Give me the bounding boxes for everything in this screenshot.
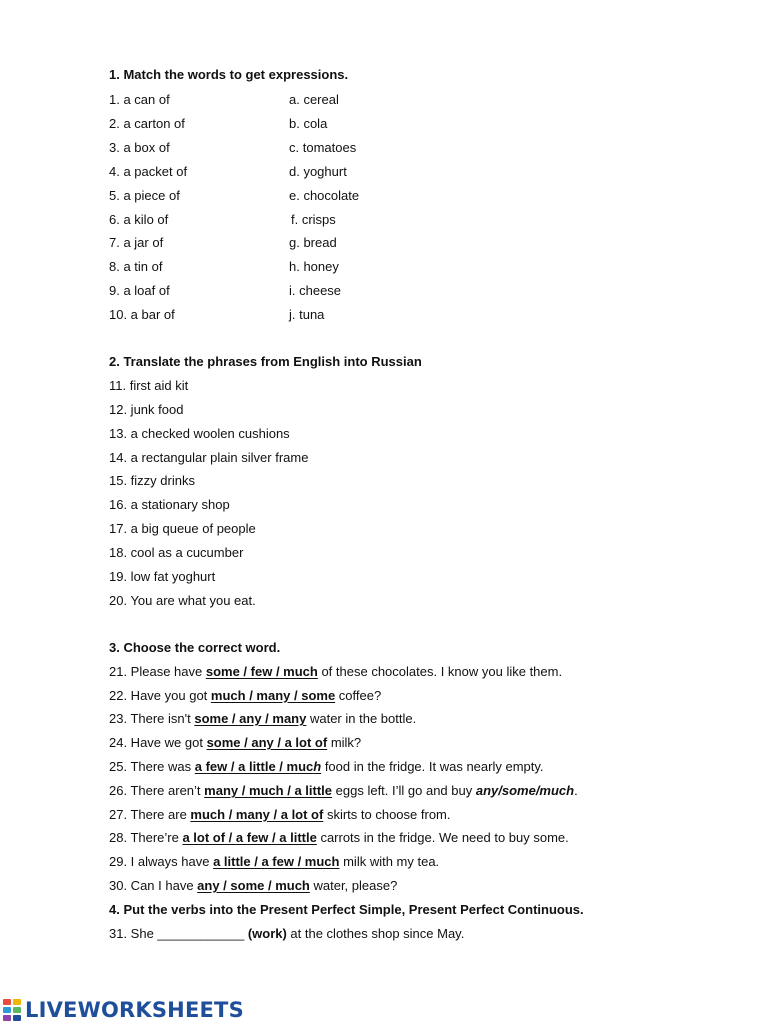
match-right-item: c. tomatoes (289, 140, 357, 155)
translate-item: 19. low fat yoghurt (109, 569, 216, 584)
match-left-item: 6. a kilo of (109, 212, 169, 227)
liveworksheets-logo-icon (2, 998, 22, 1022)
fill-gap-item (109, 926, 464, 942)
choose-item (109, 759, 544, 775)
choice-options-italic[interactable]: any/some/much (475, 783, 575, 798)
choice-options[interactable]: a lot of / a few / a little (182, 830, 317, 845)
translate-item: 20. You are what you eat. (109, 593, 256, 608)
translate-item: 16. a stationary shop (109, 497, 230, 512)
match-left-item: 9. a loaf of (109, 283, 170, 298)
match-left-item: 10. a bar of (109, 307, 175, 322)
section-4-heading: 4. Put the verbs into the Present Perfect Simple, Present Perfect Continuous. (109, 902, 584, 917)
choose-item-text: 30. Can I have (109, 878, 198, 893)
choose-item-text: milk? (327, 735, 362, 750)
translate-item: 18. cool as a cucumber (109, 545, 244, 560)
choose-item-text: carrots in the fridge. We need to buy some. (316, 830, 569, 845)
choice-options[interactable]: some / any / a lot of (206, 735, 328, 750)
match-left-item: 3. a box of (109, 140, 170, 155)
choose-item (109, 854, 439, 870)
choose-item (109, 878, 397, 894)
choose-item (109, 711, 416, 727)
match-right-item: g. bread (289, 235, 337, 250)
match-left-item: 2. a carton of (109, 116, 185, 131)
choose-item (109, 783, 578, 799)
choice-options[interactable]: much / many / some (210, 688, 336, 703)
translate-item: 15. fizzy drinks (109, 473, 195, 488)
match-left-item: 7. a jar of (109, 235, 164, 250)
choice-options-tail: h (313, 759, 322, 774)
match-right-item: j. tuna (289, 307, 325, 322)
choose-item (109, 807, 451, 823)
choose-item-text: 27. There are (109, 807, 191, 822)
choice-options[interactable]: some / any / many (194, 711, 307, 726)
choose-item-text: 23. There isn't (109, 711, 195, 726)
liveworksheets-brand-text: LIVEWORKSHEETS (25, 998, 244, 1022)
choice-options-text: a few / a little / muc (194, 759, 314, 774)
choose-item-text: 28. There’re (109, 830, 183, 845)
match-right-item: f. crisps (291, 212, 336, 227)
section-1-heading: 1. Match the words to get expressions. (109, 67, 349, 82)
choose-item-text: eggs left. I’ll go and buy (332, 783, 476, 798)
choose-item-text: food in the fridge. It was nearly empty. (321, 759, 544, 774)
translate-item: 11. first aid kit (109, 378, 189, 393)
choose-item-text: of these chocolates. I know you like them. (317, 664, 563, 679)
choose-item-text: water, please? (309, 878, 398, 893)
match-right-item: b. cola (289, 116, 328, 131)
choose-item (109, 735, 361, 751)
choose-item-text: 22. Have you got (109, 688, 211, 703)
choice-options[interactable]: much / many / a lot of (190, 807, 324, 822)
choice-options[interactable] (195, 759, 321, 774)
match-left-item: 1. a can of (109, 92, 170, 107)
match-right-item: a. cereal (289, 92, 339, 107)
translate-item: 13. a checked woolen cushions (109, 426, 290, 441)
match-right-item: i. cheese (289, 283, 342, 298)
choose-item (109, 830, 569, 846)
choose-item-text: 29. I always have (109, 854, 214, 869)
choose-item-text: 21. Please have (109, 664, 206, 679)
fill-gap-text: at the clothes shop since May. (286, 926, 465, 941)
verb-hint: (work) (247, 926, 287, 941)
translate-item: 14. a rectangular plain silver frame (109, 450, 309, 465)
choose-item (109, 664, 562, 680)
match-right-item: h. honey (289, 259, 339, 274)
choice-options[interactable]: a little / a few / much (213, 854, 340, 869)
fill-gap-blank[interactable]: 31. She ____________ (109, 926, 248, 941)
choose-item-text: . (574, 783, 578, 798)
match-left-item: 5. a piece of (109, 188, 180, 203)
section-2-heading: 2. Translate the phrases from English into Russian (109, 354, 422, 369)
choice-options[interactable]: many / much / a little (204, 783, 333, 798)
choose-item-text: milk with my tea. (339, 854, 440, 869)
match-right-item: e. chocolate (289, 188, 360, 203)
match-left-item: 8. a tin of (109, 259, 163, 274)
match-right-item: d. yoghurt (289, 164, 347, 179)
choose-item-text: coffee? (335, 688, 382, 703)
choose-item-text: 26. There aren’t (109, 783, 205, 798)
choose-item-text: 24. Have we got (109, 735, 207, 750)
match-left-item: 4. a packet of (109, 164, 188, 179)
choose-item-text: 25. There was (109, 759, 195, 774)
choose-item-text: skirts to choose from. (323, 807, 451, 822)
translate-item: 17. a big queue of people (109, 521, 256, 536)
section-3-heading: 3. Choose the correct word. (109, 640, 281, 655)
choose-item-text: water in the bottle. (306, 711, 417, 726)
translate-item: 12. junk food (109, 402, 184, 417)
choice-options[interactable]: some / few / much (205, 664, 318, 679)
choose-item (109, 688, 381, 704)
choice-options[interactable]: any / some / much (197, 878, 310, 893)
liveworksheets-logo[interactable] (0, 996, 260, 1024)
